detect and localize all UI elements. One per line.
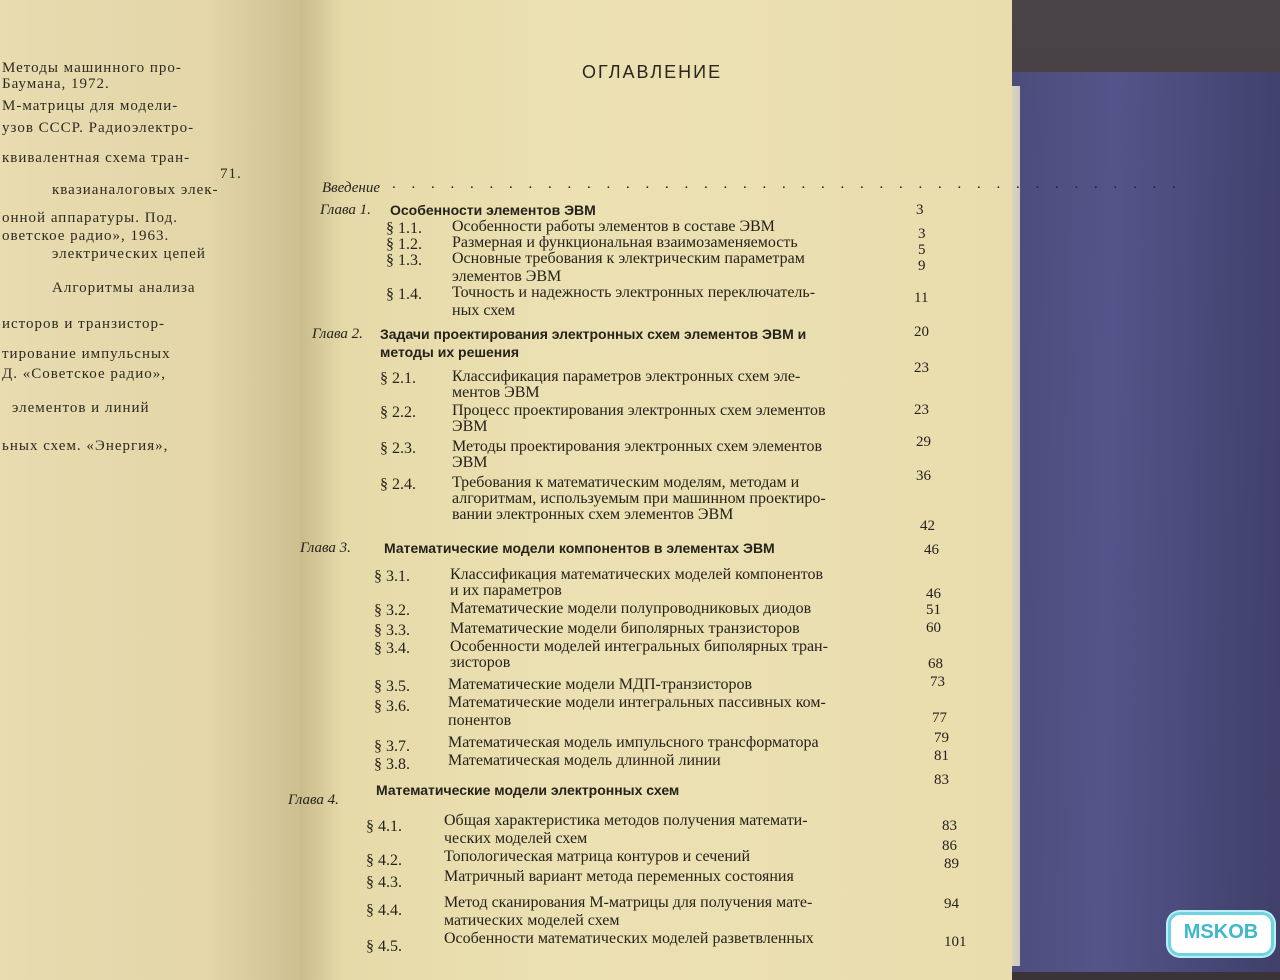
page-number: 9: [918, 258, 926, 274]
section-number: § 1.4.: [386, 286, 422, 303]
page-number: 83: [934, 772, 949, 788]
section-number: § 2.2.: [380, 404, 416, 421]
section-title: Математические модели интегральных пассивных ком-: [448, 694, 826, 711]
page-number: 51: [926, 602, 941, 618]
section-number: § 3.5.: [374, 678, 410, 695]
section-number: § 3.6.: [374, 698, 410, 715]
section-title: Классификация математических моделей компонентов: [450, 566, 824, 583]
left-text-line: исторов и транзистор-: [2, 316, 166, 332]
section-number: § 4.1.: [366, 818, 402, 835]
page-number: 3: [918, 226, 926, 242]
page-number: 29: [916, 434, 931, 450]
page-number: 46: [926, 586, 941, 602]
section-title: Топологическая матрица контуров и сечений: [444, 848, 751, 865]
page-number: 42: [920, 518, 935, 534]
section-number: § 2.1.: [380, 370, 416, 387]
page-number: 3: [916, 202, 924, 218]
page-number: 77: [932, 710, 947, 726]
toc-title: ОГЛАВЛЕНИЕ: [582, 62, 723, 82]
section-title-cont: алгоритмам, используемым при машинном проектиро-: [452, 490, 826, 507]
section-title: Классификация параметров электронных схем эле-: [452, 368, 801, 385]
chapter-title: Математические модели компонентов в элементах ЭВМ: [384, 540, 775, 556]
section-title: Особенности работы элементов в составе ЭВМ: [452, 218, 775, 235]
left-page: [0, 0, 300, 980]
section-title-cont: матических моделей схем: [444, 912, 620, 929]
left-text-line: элементов и линий: [12, 400, 150, 416]
section-title-cont: ческих моделей схем: [444, 830, 588, 847]
section-title: Метод сканирования М-матрицы для получения мате-: [444, 894, 813, 911]
section-title: Особенности математических моделей разветвленных: [444, 930, 814, 947]
chapter-title: Особенности элементов ЭВМ: [390, 202, 596, 218]
section-title-cont: ЭВМ: [452, 454, 488, 471]
section-title: Общая характеристика методов получения математи-: [444, 812, 808, 829]
section-title: Размерная и функциональная взаимозаменяемость: [452, 234, 798, 251]
watermark-logo: [1168, 912, 1274, 956]
section-title-cont: зисторов: [450, 654, 511, 671]
section-title: Основные требования к электрическим параметрам: [452, 250, 805, 267]
section-title: Точность и надежность электронных переключатель-: [452, 284, 816, 301]
left-text-line: узов СССР. Радиоэлектро-: [2, 120, 195, 136]
page-number: 5: [918, 242, 926, 258]
page-number: 86: [942, 838, 957, 854]
section-number: § 1.1.: [386, 220, 422, 237]
page-number: 73: [930, 674, 945, 690]
section-number: § 1.3.: [386, 252, 422, 269]
section-number: § 3.3.: [374, 622, 410, 639]
chapter-title: Математические модели электронных схем: [376, 782, 680, 798]
left-text-line: Методы машинного про-: [2, 60, 182, 76]
left-text-line: ьных схем. «Энергия»,: [2, 438, 169, 454]
page-number: 83: [942, 818, 957, 834]
section-title: Процесс проектирования электронных схем элементов: [452, 402, 826, 419]
chapter-title: Задачи проектирования электронных схем элементов ЭВМ и: [380, 326, 807, 342]
page-number: 23: [914, 360, 929, 376]
left-text-line: квазианалоговых элек-: [52, 182, 219, 198]
page-number: 23: [914, 402, 929, 418]
section-number: § 4.5.: [366, 938, 402, 955]
section-number: § 3.4.: [374, 640, 410, 657]
left-text-line: Д. «Советское радио»,: [2, 366, 166, 382]
page-number: 89: [944, 856, 959, 872]
section-title: Матричный вариант метода переменных состояния: [444, 868, 794, 885]
left-text-line: Баумана, 1972.: [2, 76, 110, 92]
section-number: § 2.3.: [380, 440, 416, 457]
section-number: § 2.4.: [380, 476, 416, 493]
section-title: Математические модели МДП-транзисторов: [448, 676, 752, 693]
page-number: 11: [914, 290, 929, 306]
page-number: 60: [926, 620, 941, 636]
page-number: 68: [928, 656, 943, 672]
watermark-text: MSKOB: [1183, 921, 1259, 943]
page-number: 94: [944, 896, 959, 912]
left-text-line: онной аппаратуры. Под.: [2, 210, 178, 226]
left-text-line: тирование импульсных: [2, 346, 171, 362]
left-text-line: оветское радио», 1963.: [2, 228, 170, 244]
section-title: Математическая модель длинной линии: [448, 752, 721, 769]
page-number: 46: [924, 542, 939, 558]
section-number: § 3.8.: [374, 756, 410, 773]
section-title: Требования к математическим моделям, методам и: [452, 474, 800, 491]
page-number: 81: [934, 748, 949, 764]
section-title: Математические модели биполярных транзисторов: [450, 620, 800, 637]
section-title-cont: и их параметров: [450, 582, 562, 599]
chapter-label: Глава 2.: [312, 326, 363, 342]
section-title-cont: вании электронных схем элементов ЭВМ: [452, 506, 734, 523]
left-text-line: М-матрицы для модели-: [2, 98, 179, 114]
section-number: § 3.7.: [374, 738, 410, 755]
section-title-cont: понентов: [448, 712, 512, 729]
chapter-label: Глава 4.: [288, 792, 339, 808]
left-text-line: 71.: [220, 166, 242, 182]
section-number: § 1.2.: [386, 236, 422, 253]
intro-label: Введение: [322, 180, 380, 196]
page-number: 36: [916, 468, 931, 484]
section-title-cont: ментов ЭВМ: [452, 384, 540, 401]
page-number: 101: [944, 934, 967, 950]
left-text-line: электрических цепей: [52, 246, 206, 262]
chapter-title-cont: методы их решения: [380, 344, 520, 360]
section-title: Математические модели полупроводниковых диодов: [450, 600, 812, 617]
chapter-label: Глава 3.: [300, 540, 351, 556]
page-number: 79: [934, 730, 949, 746]
chapter-label: Глава 1.: [320, 202, 371, 218]
section-title: Методы проектирования электронных схем элементов: [452, 438, 823, 455]
left-text-line: Алгоритмы анализа: [52, 280, 196, 296]
section-title-cont: ЭВМ: [452, 418, 488, 435]
section-title: Особенности моделей интегральных биполярных тран-: [450, 638, 828, 655]
left-text-line: квивалентная схема тран-: [2, 150, 191, 166]
section-number: § 3.2.: [374, 602, 410, 619]
section-number: § 4.2.: [366, 852, 402, 869]
section-number: § 4.4.: [366, 902, 402, 919]
section-title-cont: элементов ЭВМ: [452, 268, 562, 285]
leader-dots: . . . . . . . . . . . . . . . . . . . . . . . . . . . . . . . . . . . . . . . . .: [392, 176, 1182, 192]
page-number: 20: [914, 324, 929, 340]
section-number: § 4.3.: [366, 874, 402, 891]
section-number: § 3.1.: [374, 568, 410, 585]
section-title: Математическая модель импульсного трансформатора: [448, 734, 819, 751]
section-title-cont: ных схем: [452, 302, 516, 319]
